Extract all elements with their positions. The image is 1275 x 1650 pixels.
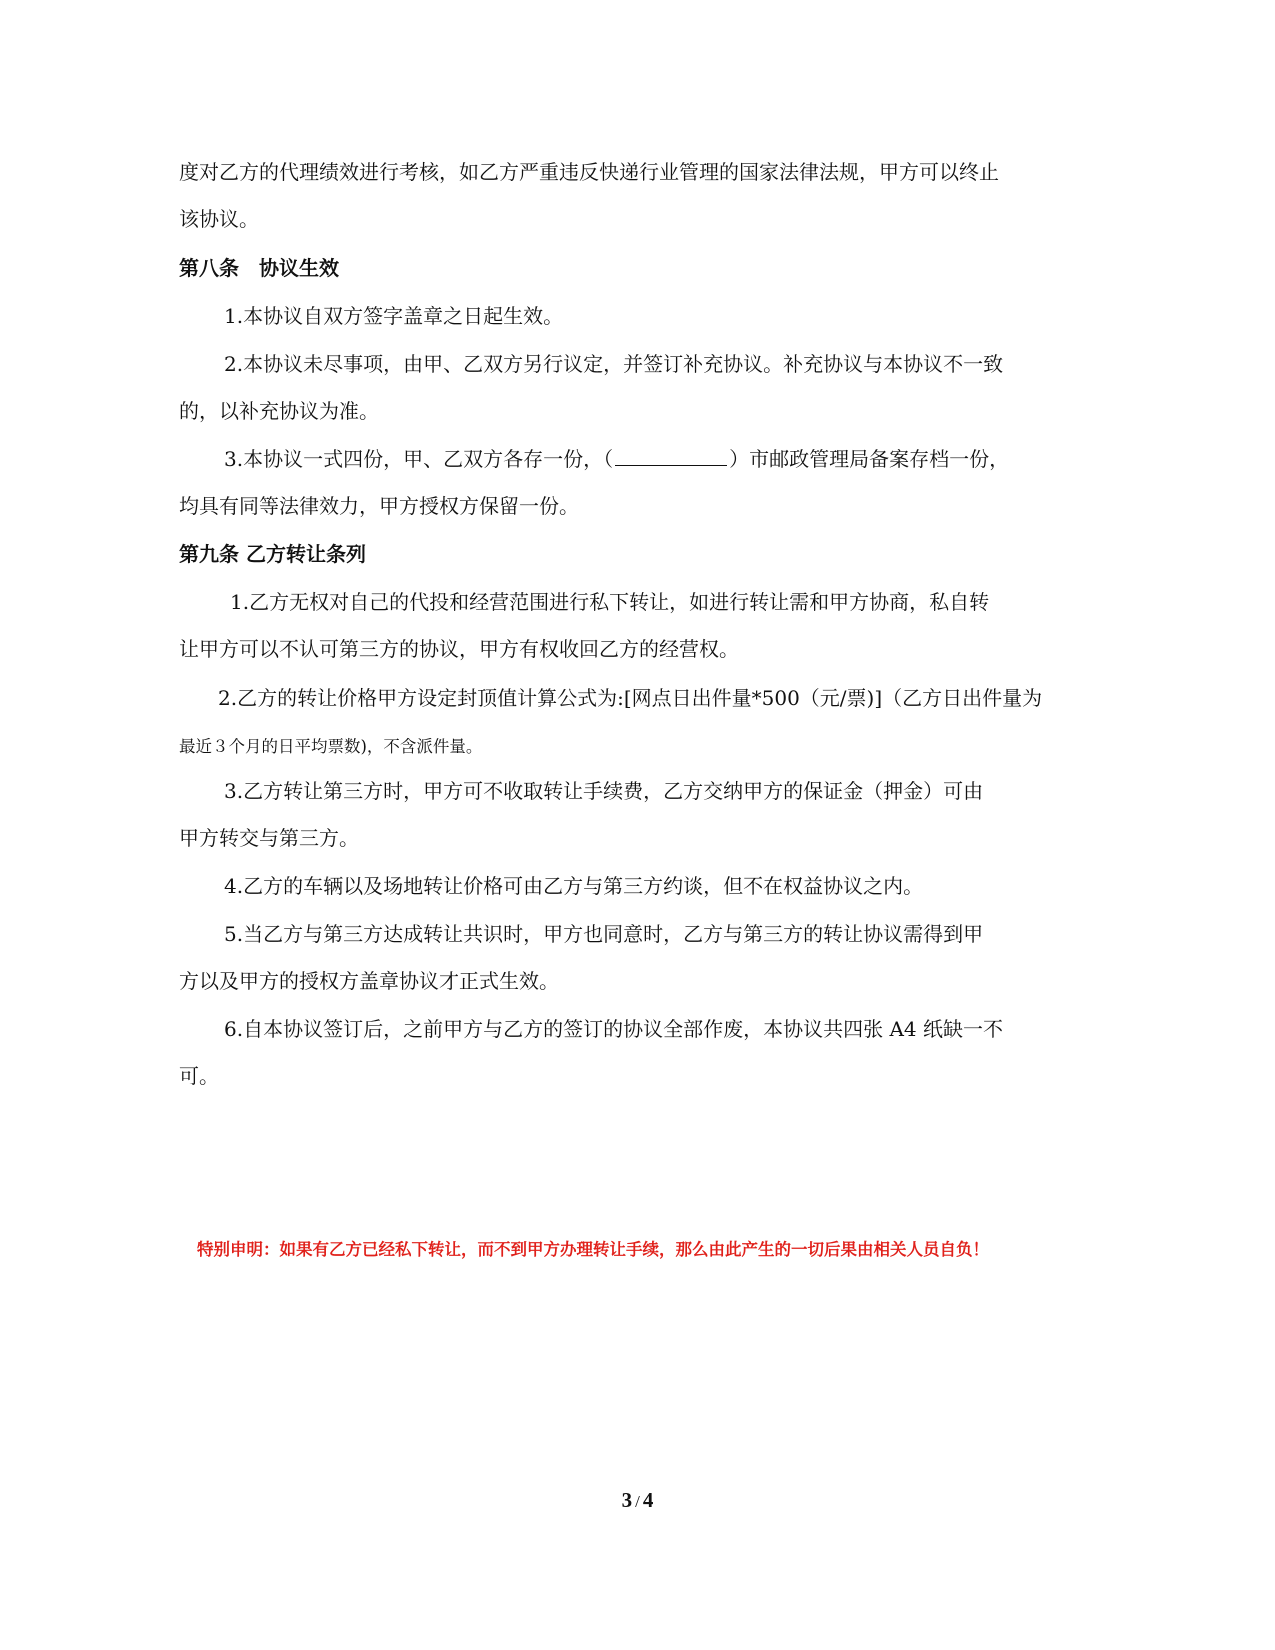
article-9-item-6-line-1: 6.自本协议签订后，之前甲方与乙方的签订的协议全部作废，本协议共四张 A4 纸缺一不 <box>224 1017 1003 1041</box>
article-8-item-3-line-1 <box>224 447 1009 471</box>
article-9-item-2-line-2: 最近３个月的日平均票数)，不含派件量。 <box>179 737 483 756</box>
article-9-item-4: 4.乙方的车辆以及场地转让价格可由乙方与第三方约谈，但不在权益协议之内。 <box>224 874 924 898</box>
article-9-item-3-line-1: 3.乙方转让第三方时，甲方可不收取转让手续费，乙方交纳甲方的保证金（押金）可由 <box>224 779 984 803</box>
article-8-item-3-part-1: 3.本协议一式四份，甲、乙双方各存一份，（ <box>224 447 614 471</box>
article-9-item-1-line-1: 1.乙方无权对自己的代投和经营范围进行私下转让，如进行转让需和甲方协商，私自转 <box>230 590 990 614</box>
article-9-item-5-line-2: 方以及甲方的授权方盖章协议才正式生效。 <box>179 969 559 993</box>
article-9-item-2-line-1 <box>218 686 1042 710</box>
intro-line-1: 度对乙方的代理绩效进行考核，如乙方严重违反快递行业管理的国家法律法规，甲方可以终止 <box>179 160 999 184</box>
page-number-current: 3 <box>621 1488 633 1512</box>
fill-in-blank <box>615 447 727 466</box>
special-notice: 特别申明：如果有乙方已经私下转让，而不到甲方办理转让手续，那么由此产生的一切后果由相关人员自负！ <box>197 1240 989 1259</box>
page-number-total: 4 <box>642 1488 654 1512</box>
article-9-item-5-line-1: 5.当乙方与第三方达成转让共识时，甲方也同意时，乙方与第三方的转让协议需得到甲 <box>224 922 984 946</box>
page-number <box>0 1488 1275 1513</box>
article-8-heading: 第八条 协议生效 <box>179 256 339 280</box>
page-number-separator: / <box>635 1492 640 1511</box>
article-8-item-2-line-1: 2.本协议未尽事项，由甲、乙双方另行议定，并签订补充协议。补充协议与本协议不一致 <box>224 352 1004 376</box>
article-8-item-3-line-2: 均具有同等法律效力，甲方授权方保留一份。 <box>179 494 579 518</box>
intro-line-2: 该协议。 <box>179 207 259 231</box>
article-9-item-2-text: 2.乙方的转让价格甲方设定封顶值计算公式为:[网点日出件量*500（元/票)]（乙方日出件量为 <box>218 686 1043 710</box>
article-9-item-1-line-2: 让甲方可以不认可第三方的协议，甲方有权收回乙方的经营权。 <box>179 637 739 661</box>
article-8-item-3-part-2: ）市邮政管理局备案存档一份， <box>729 447 1010 471</box>
article-9-heading: 第九条 乙方转让条列 <box>179 542 366 566</box>
article-9-item-6-line-2: 可。 <box>179 1064 219 1088</box>
article-9-item-3-line-2: 甲方转交与第三方。 <box>179 826 359 850</box>
article-8-item-1: 1.本协议自双方签字盖章之日起生效。 <box>224 304 564 328</box>
article-8-item-2-line-2: 的，以补充协议为准。 <box>179 399 379 423</box>
